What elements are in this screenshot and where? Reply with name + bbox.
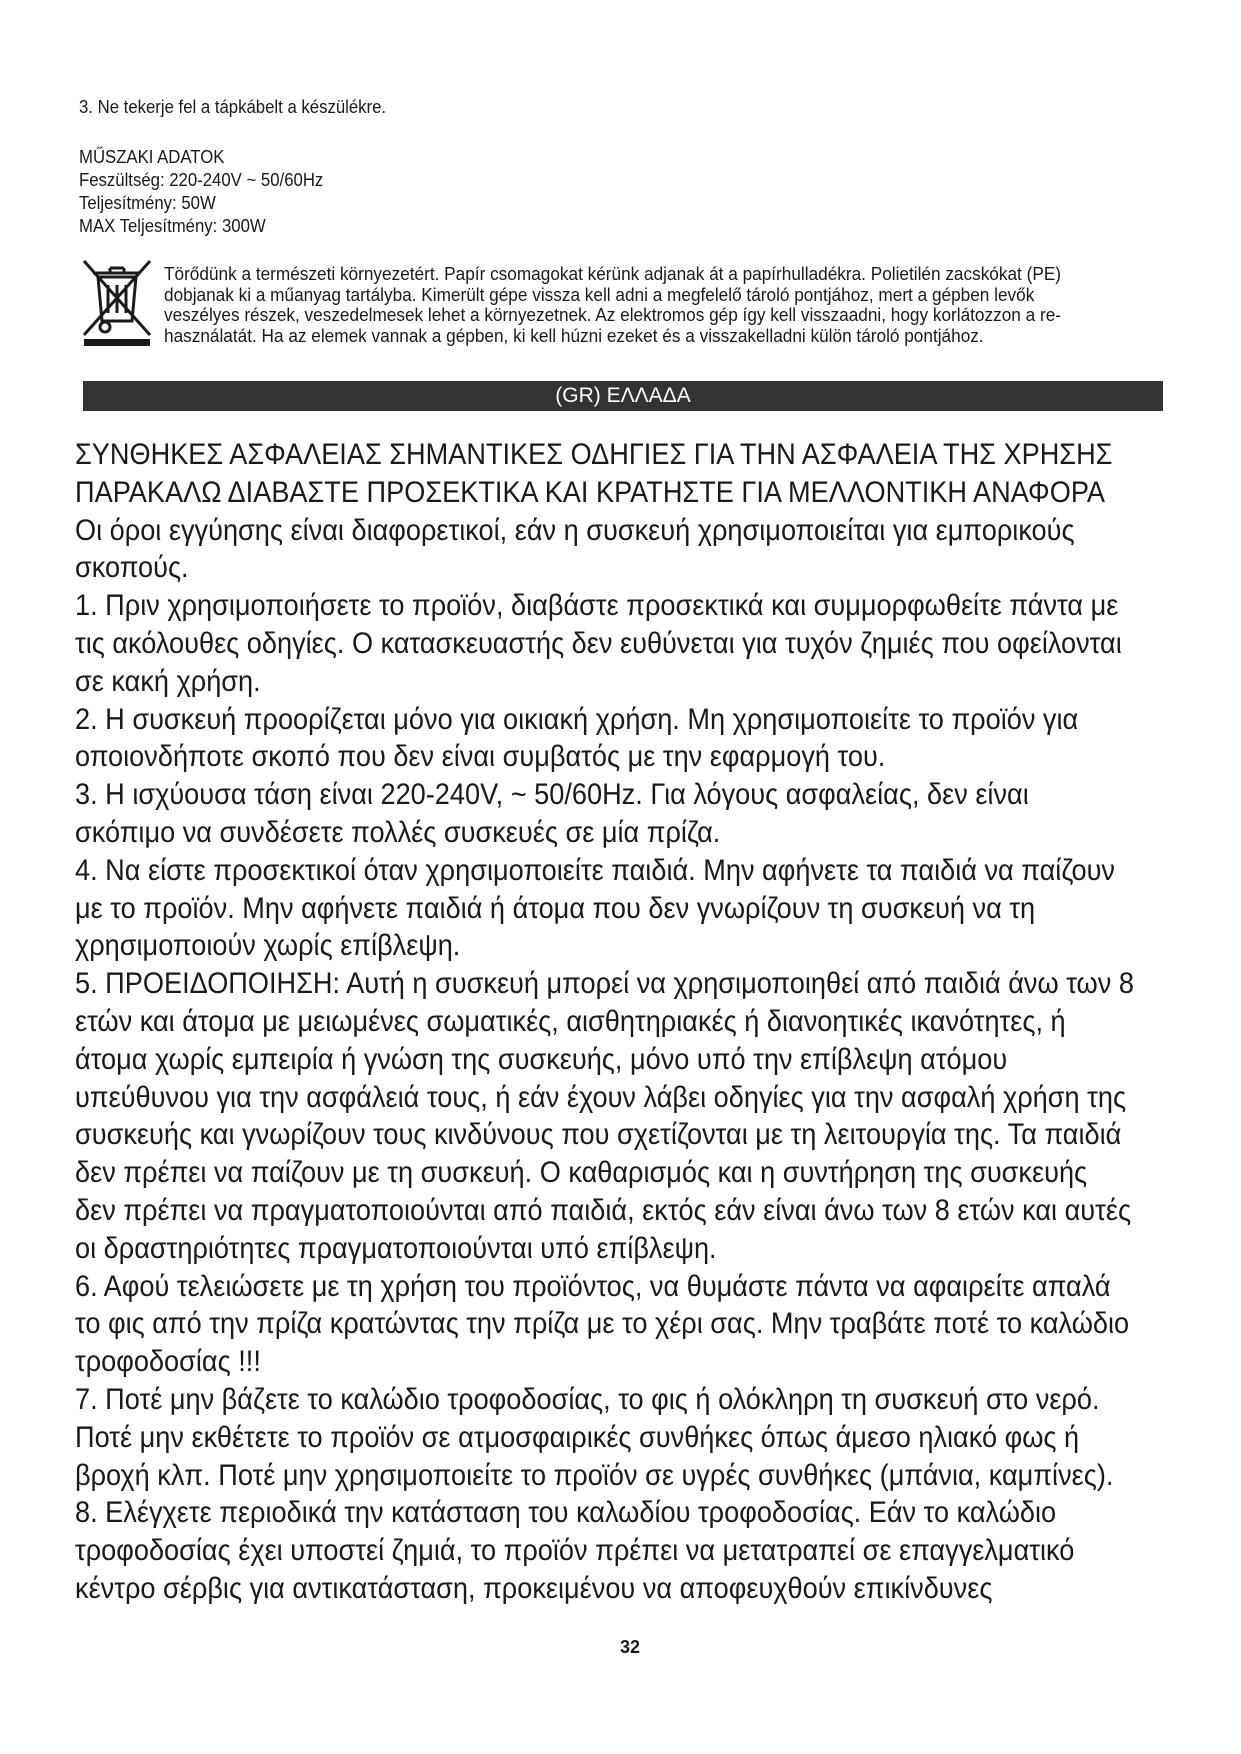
gr-text-line: με το προϊόν. Μην αφήνετε παιδιά ή άτομα που δεν γνωρίζουν τη συσκευή να τη (75, 891, 1036, 925)
gr-text-line: άτομα χωρίς εμπειρία ή γνώση της συσκευής, μόνο υπό την επίβλεψη ατόμου (75, 1042, 1008, 1076)
gr-text-line: 2. Η συσκευή προορίζεται μόνο για οικιακή χρήση. Μη χρησιμοποιείτε το προϊόν για (75, 702, 1079, 736)
spec-power: Teljesítmény: 50W (79, 193, 216, 213)
weee-disposal-notice (164, 264, 1131, 346)
gr-text-line: 7. Ποτέ μην βάζετε το καλώδιο τροφοδοσίας, το φις ή ολόκληρη τη συσκευή στο νερό. (75, 1382, 1100, 1416)
gr-text-line: χρησιμοποιούν χωρίς επίβλεψη. (75, 929, 461, 963)
gr-text-line: 8. Ελέγχετε περιοδικά την κατάσταση του καλωδίου τροφοδοσίας. Εάν το καλώδιο (75, 1496, 1057, 1530)
gr-text-line: δεν πρέπει να παίζουν με τη συσκευή. Ο καθαρισμός και η συντήρηση της συσκευής (75, 1156, 1088, 1190)
section-banner-gr: (GR) ΕΛΛΑΔΑ (83, 381, 1163, 411)
gr-text-line: Ποτέ μην εκθέτετε το προϊόν σε ατμοσφαιρικές συνθήκες όπως άμεσο ηλιακό φως ή (75, 1420, 1080, 1454)
gr-text-line: σε κακή χρήση. (75, 664, 261, 698)
weee-line: használatát. Ha az elemek vannak a gépben, ki kell húzni ezeket és a visszakelladni külön tároló pontjához. (164, 324, 984, 346)
crossed-out-wheelie-bin-icon (80, 257, 154, 347)
gr-text-line: 4. Να είστε προσεκτικοί όταν χρησιμοποιείτε παιδιά. Μην αφήνετε τα παιδιά να παίζουν (75, 853, 1115, 887)
spec-voltage: Feszültség: 220-240V ~ 50/60Hz (79, 170, 324, 190)
gr-text-line: 3. Η ισχύουσα τάση είναι 220-240V, ~ 50/60Hz. Για λόγους ασφαλείας, δεν είναι (75, 778, 1029, 812)
gr-text-line: ΠΑΡΑΚΑΛΩ ΔΙΑΒΑΣΤΕ ΠΡΟΣΕΚΤΙΚΑ ΚΑΙ ΚΡΑΤΗΣΤΕ ΓΙΑ ΜΕΛΛΟΝΤΙΚΗ ΑΝΑΦΟΡΑ (75, 475, 1106, 509)
gr-text-line: το φις από την πρίζα κρατώντας την πρίζα με το χέρι σας. Μην τραβάτε ποτέ το καλώδιο (75, 1307, 1130, 1341)
gr-text-line: ετών και άτομα με μειωμένες σωματικές, αισθητηριακές ή διανοητικές ικανότητες, ή (75, 1004, 1066, 1038)
gr-text-line: τροφοδοσίας !!! (75, 1345, 261, 1379)
weee-line: dobjanak ki a műanyag tartályba. Kimerült gépe vissza kell adni a megfelelő tároló pontjához, mert a gépben levők (164, 283, 1035, 305)
gr-text-line: υπεύθυνου για την ασφάλειά τους, ή εάν έχουν λάβει οδηγίες για την ασφαλή χρήση της (75, 1080, 1127, 1114)
gr-text-line: οι δραστηριότητες πραγματοποιούνται υπό επίβλεψη. (75, 1231, 717, 1265)
gr-text-line: 6. Αφού τελειώσετε με τη χρήση του προϊόντος, να θυμάστε πάντα να αφαιρείτε απαλά (75, 1269, 1111, 1303)
spec-heading: MŰSZAKI ADATOK (79, 147, 225, 167)
gr-text-line: οποιονδήποτε σκοπό που δεν είναι συμβατός με την εφαρμογή του. (75, 740, 886, 774)
weee-line: Törődünk a természeti környezetért. Papír csomagokat kérünk adjanak át a papírhulladékra. Polietilén zacskókat (PE) (164, 263, 1062, 284)
gr-text-line: Οι όροι εγγύησης είναι διαφορετικοί, εάν η συσκευή χρησιμοποιείται για εμπορικούς (75, 513, 1075, 547)
gr-text-line: τροφοδοσίας έχει υποστεί ζημιά, το προϊόν πρέπει να μετατραπεί σε επαγγελματικό (75, 1534, 1075, 1568)
gr-text-line: συσκευής και γνωρίζουν τους κινδύνους που σχετίζονται με τη λειτουργία της. Τα παιδιά (75, 1118, 1122, 1152)
page-number: 32 (619, 1637, 641, 1657)
gr-text-line: βροχή κλπ. Ποτέ μην χρησιμοποιείτε το προϊόν σε υγρές συνθήκες (μπάνια, καμπίνες). (75, 1458, 1114, 1492)
gr-text-line: τις ακόλουθες οδηγίες. Ο κατασκευαστής δεν ευθύνεται για τυχόν ζημιές που οφείλονται (75, 626, 1122, 660)
gr-text-line: ΣΥΝΘΗΚΕΣ ΑΣΦΑΛΕΙΑΣ ΣΗΜΑΝΤΙΚΕΣ ΟΔΗΓΙΕΣ ΓΙΑ ΤΗΝ ΑΣΦΑΛΕΙΑ ΤΗΣ ΧΡΗΣΗΣ (75, 438, 1113, 471)
weee-line: veszélyes részek, veszedelmesek lehet a környezetnek. Az elektromos gép így kell visszaadni, hogy korlátozzon a re- (164, 304, 1062, 325)
gr-text-line: σκόπιμο να συνδέσετε πολλές συσκευές σε μία πρίζα. (75, 815, 721, 849)
spec-max-power: MAX Teljesítmény: 300W (79, 216, 266, 236)
gr-text-line: σκοπούς. (75, 551, 189, 585)
gr-text-line: 1. Πριν χρησιμοποιήσετε το προϊόν, διαβάστε προσεκτικά και συμμορφωθείτε πάντα με (75, 589, 1119, 623)
gr-text-line: δεν πρέπει να πραγματοποιούνται από παιδιά, εκτός εάν είναι άνω των 8 ετών και αυτές (75, 1193, 1132, 1227)
hu-instruction-3: 3. Ne tekerje fel a tápkábelt a készülékre. (79, 97, 387, 117)
gr-safety-text (75, 436, 1151, 1608)
gr-text-line: κέντρο σέρβις για αντικατάσταση, προκειμένου να αποφευχθούν επικίνδυνες (75, 1571, 993, 1605)
gr-text-line: 5. ΠΡΟΕΙΔΟΠΟΙΗΣΗ: Αυτή η συσκευή μπορεί να χρησιμοποιηθεί από παιδιά άνω των 8 (75, 967, 1134, 1001)
